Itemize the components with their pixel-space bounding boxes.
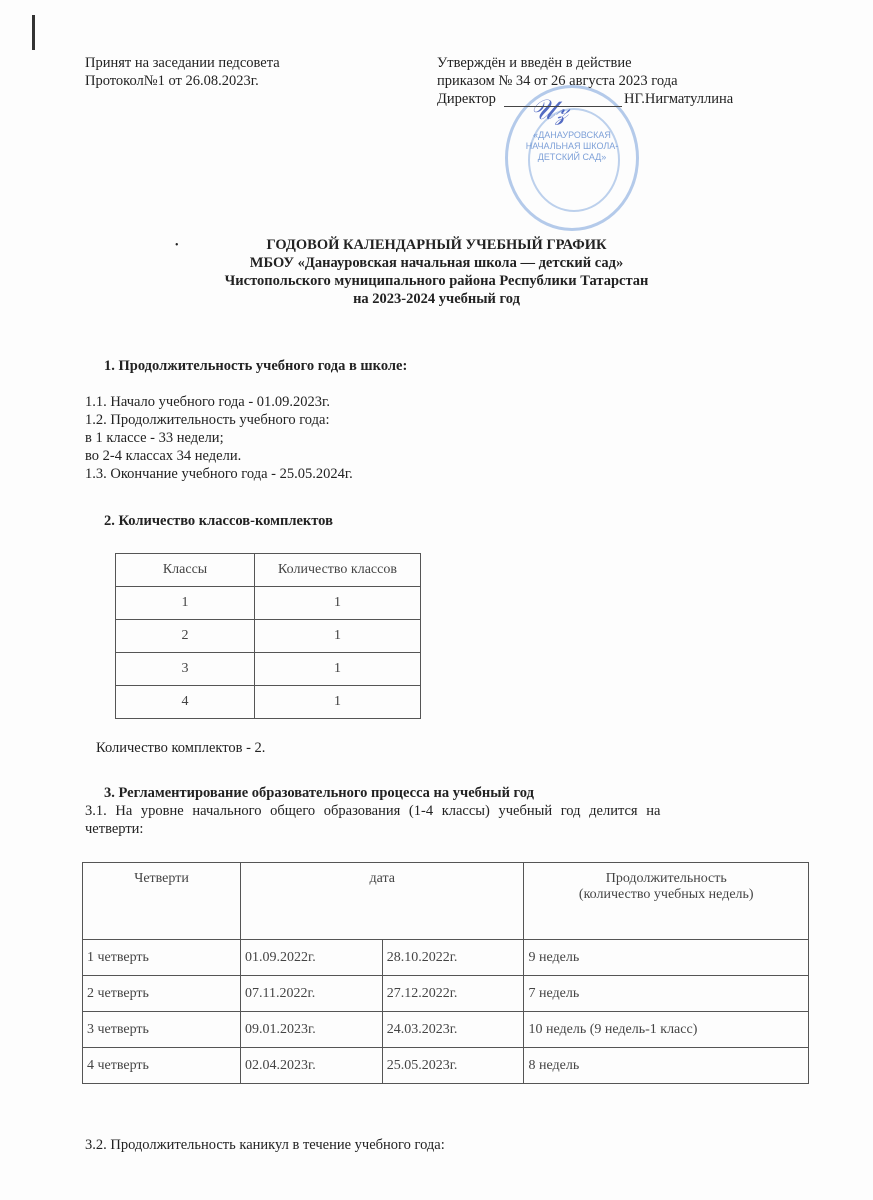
header-right-line3-name: НГ.Нигматуллина (624, 91, 734, 107)
table-header: Продолжительность (605, 871, 727, 886)
table-cell: 4 (116, 686, 255, 719)
table-header-row (116, 554, 421, 587)
table-header: дата (241, 863, 524, 940)
table-header: Четверти (83, 863, 241, 940)
table-cell: 1 (255, 686, 421, 719)
table-header-row (83, 863, 809, 940)
section1-line: в 1 классе - 33 недели; (85, 430, 224, 446)
table-cell: 10 недель (9 недель-1 класс) (524, 1012, 809, 1048)
header-right-line3-label: Директор (437, 91, 496, 107)
section3-paragraph-line2: четверти: (85, 821, 144, 837)
title-line4: на 2023-2024 учебный год (353, 291, 520, 307)
section1-line: во 2-4 классах 34 недели. (85, 448, 242, 464)
section3-paragraph-line1: 3.1. На уровне начального общего образования (1-4 классы) учебный год делится на (85, 803, 661, 819)
table-cell: 09.01.2023г. (241, 1012, 383, 1048)
table-cell: 24.03.2023г. (382, 1012, 524, 1048)
title-line1: ГОДОВОЙ КАЛЕНДАРНЫЙ УЧЕБНЫЙ ГРАФИК (266, 237, 607, 253)
table-cell: 1 четверть (83, 940, 241, 976)
section1-heading: 1. Продолжительность учебного года в школе: (104, 358, 408, 374)
table-cell: 2 четверть (83, 976, 241, 1012)
section2-note: Количество комплектов - 2. (96, 740, 266, 756)
section1-line: 1.1. Начало учебного года - 01.09.2023г. (85, 394, 330, 410)
table-cell: 3 четверть (83, 1012, 241, 1048)
table-header: Классы (116, 554, 255, 587)
table-cell: 25.05.2023г. (382, 1048, 524, 1084)
quarters-table (82, 862, 809, 1084)
table-cell: 2 (116, 620, 255, 653)
table-cell: 01.09.2022г. (241, 940, 383, 976)
bullet-icon: • (175, 240, 179, 251)
section3-line-3-2: 3.2. Продолжительность каникул в течение учебного года: (85, 1137, 445, 1153)
table-cell: 7 недель (524, 976, 809, 1012)
classes-table (115, 553, 421, 719)
table-row (116, 686, 421, 719)
table-row (83, 1048, 809, 1084)
table-cell: 1 (116, 587, 255, 620)
header-right-line1: Утверждён и введён в действие (437, 55, 632, 71)
section1-line: 1.2. Продолжительность учебного года: (85, 412, 330, 428)
section2-heading: 2. Количество классов-комплектов (104, 513, 333, 529)
stamp-text: «ДАНАУРОВСКАЯ НАЧАЛЬНАЯ ШКОЛА-ДЕТСКИЙ САД» (525, 130, 619, 162)
table-cell: 4 четверть (83, 1048, 241, 1084)
table-cell: 07.11.2022г. (241, 976, 383, 1012)
table-cell: 1 (255, 587, 421, 620)
table-row (116, 587, 421, 620)
table-cell: 1 (255, 620, 421, 653)
table-cell: 27.12.2022г. (382, 976, 524, 1012)
title-line3: Чистопольского муниципального района Республики Татарстан (224, 273, 649, 289)
header-left-line1: Принят на заседании педсовета (85, 55, 280, 71)
table-cell: 8 недель (524, 1048, 809, 1084)
table-cell: 02.04.2023г. (241, 1048, 383, 1084)
header-right-line2: приказом № 34 от 26 августа 2023 года (437, 73, 678, 89)
header-left-line2: Протокол№1 от 26.08.2023г. (85, 73, 259, 89)
table-row (116, 620, 421, 653)
signature: 𝒰𝓏 (530, 95, 569, 126)
table-header-duration (524, 863, 809, 940)
table-header: (количество учебных недель) (578, 887, 754, 902)
section3-heading: 3. Регламентирование образовательного процесса на учебный год (104, 785, 534, 801)
table-cell: 9 недель (524, 940, 809, 976)
title-line2: МБОУ «Данауровская начальная школа — детский сад» (249, 255, 624, 271)
table-row (83, 976, 809, 1012)
table-cell: 1 (255, 653, 421, 686)
table-cell: 3 (116, 653, 255, 686)
table-header: Количество классов (255, 554, 421, 587)
table-row (83, 940, 809, 976)
table-row (116, 653, 421, 686)
scan-mark (32, 15, 35, 50)
table-cell: 28.10.2022г. (382, 940, 524, 976)
section1-line: 1.3. Окончание учебного года - 25.05.2024г. (85, 466, 353, 482)
table-row (83, 1012, 809, 1048)
signature-line (504, 106, 622, 107)
